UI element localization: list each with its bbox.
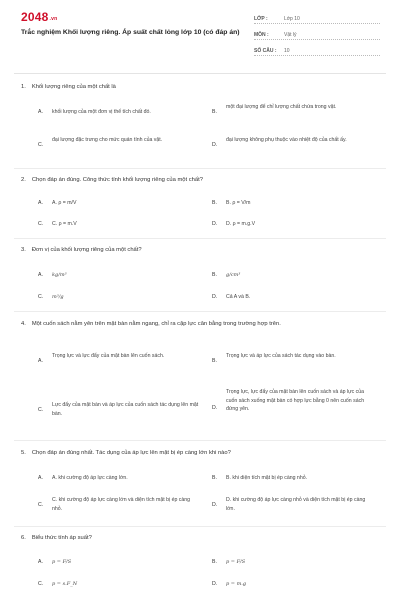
page-header	[0, 0, 400, 72]
question-1-text: 1. Khối lượng riêng của một chất là	[21, 84, 116, 90]
question-2-text: 2. Chọn đáp án đúng. Công thức tính khối lượng riêng của một chất?	[21, 177, 203, 183]
question-4-text: 4. Một cuốn sách nằm yên trên mặt bàn nằm ngang, chỉ ra cặp lực cân bằng trong trường hợp trên.	[21, 321, 281, 327]
quiz-page: 2048.vn Trắc nghiệm Khối lượng riêng. Áp suất chất lỏng lớp 10 (có đáp án) LỚP : Lớp 10 MÔN : Vật lý SỐ CÂU : 10 1. Khối lượng riêng của một chất là A. khối lượng của một đơn vị thể tích chất đó. B. một đại lượng để chỉ lượng chất chứa trong vật. C. đại lượng đặc trưng cho mức quán tính của vật. D. đại lượng không phụ thuộc vào nhiệt độ của chất ấy. 2. Chọn đáp án đúng. Công thức tính khối lượng riêng của một chất? A. A. ρ = m/V B. B. ρ = V/m C. C. ρ = m.V D. D. ρ = m.g.V 3. Đơn vị của khối lượng riêng của một chất? A. kg/m³ B. g/cm³ C. m³/g D. Cả A và B. 4. Một cuốn sách nằm yên trên mặt bàn nằm ngang, chỉ ra cặp lực cân bằng trong trường hợp trên. A. Trọng lực và lực đẩy của mặt bàn lên cuốn sách. B. Trọng lực và áp lực của sách tác dụng vào bàn. C. Lực đẩy của mặt bàn và áp lực của cuốn sách tác dụng lên mặt bàn. D. Trọng lực, lực đẩy của mặt bàn lên cuốn sách và áp lực của cuốn sách xuống mặt bàn có hợp lực bằng 0 nên cuốn sách đứng yên. 5. Chọn đáp án đúng nhất. Tác dụng của áp lực lên mặt bị ép càng lớn khi nào? A. A. khi cường độ áp lực càng lớn. B. B. khi diện tích mặt bị ép càng nhỏ. C. C. khi cường độ áp lực càng lớn và diện tích mặt bị ép càng nhỏ. D. D. khi cường độ áp lực càng nhỏ và diện tích mặt bị ép càng lớn. 6. Biểu thức tính áp suất? A. p = F/S B. p = F/S C. p = s.F_N D. p = m.g	[0, 0, 400, 600]
question-divider	[14, 238, 386, 239]
question-6-text: 6. Biểu thức tính áp suất?	[21, 535, 92, 541]
header-divider	[14, 73, 386, 74]
question-3-text: 3. Đơn vị của khối lượng riêng của một chất?	[21, 247, 142, 253]
question-divider	[14, 168, 386, 169]
question-divider	[14, 440, 386, 441]
question-divider	[14, 526, 386, 527]
meta-question-count: SỐ CÂU : 10	[254, 46, 380, 56]
page-title: Trắc nghiệm Khối lượng riêng. Áp suất chất lỏng lớp 10 (có đáp án)	[21, 29, 240, 36]
question-divider	[14, 311, 386, 312]
meta-class: LỚP : Lớp 10	[254, 14, 380, 24]
question-5-text: 5. Chọn đáp án đúng nhất. Tác dụng của áp lực lên mặt bị ép càng lớn khi nào?	[21, 450, 231, 456]
site-logo[interactable]: 2048.vn	[21, 10, 58, 24]
meta-subject: MÔN : Vật lý	[254, 30, 380, 40]
